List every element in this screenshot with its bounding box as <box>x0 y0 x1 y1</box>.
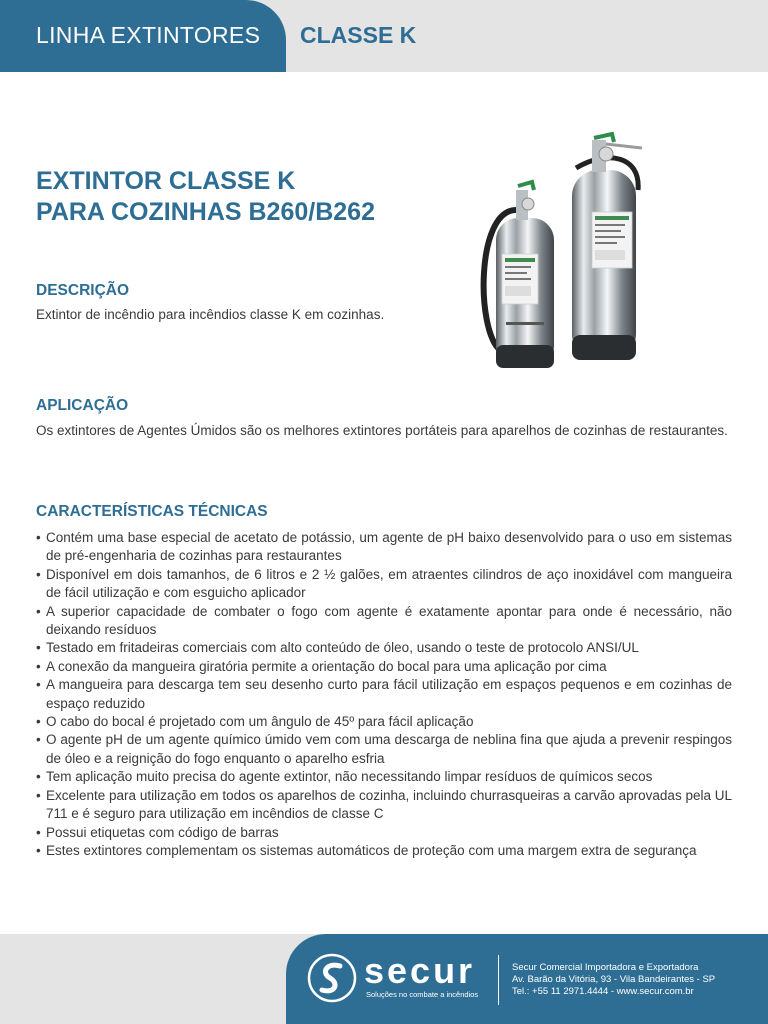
secur-logo-tagline: Soluções no combate a incêndios <box>366 990 479 999</box>
feature-item: • Testado em fritadeiras comerciais com alto conteúdo de óleo, usando o teste de protocolo ANSI/UL <box>36 639 732 657</box>
features-list <box>36 529 732 860</box>
feature-item: • A mangueira para descarga tem seu desenho curto para fácil utilização em espaços pequenos e em cozinhas de espaço reduzido <box>36 676 732 713</box>
footer-divider <box>498 955 499 1005</box>
feature-item: • A superior capacidade de combater o fogo com agente é exatamente apontar para onde é necessário, não deixando resíduos <box>36 603 732 640</box>
footer-company: Secur Comercial Importadora e Exportadora <box>512 962 699 973</box>
feature-item: • Possui etiquetas com código de barras <box>36 824 732 842</box>
aplicacao-heading: APLICAÇÃO <box>36 397 129 414</box>
feature-item: • Contém uma base especial de acetato de potássio, um agente de pH baixo desenvolvido para o uso em sistemas de pré-engenharia de cozinhas para restaurantes <box>36 529 732 566</box>
page-title-line1: EXTINTOR CLASSE K <box>36 167 296 195</box>
feature-item: • Disponível em dois tamanhos, de 6 litros e 2 ½ galões, em atraentes cilindros de aço inoxidável com mangueira de fácil utilização e com esguicho aplicador <box>36 566 732 603</box>
feature-item: • O agente pH de um agente químico úmido vem com uma descarga de neblina fina que ajuda a prevenir respingos de óleo e a reignição do fogo enquanto o aparelho esfria <box>36 731 732 768</box>
feature-item: • O cabo do bocal é projetado com um ângulo de 45º para fácil aplicação <box>36 713 732 731</box>
page-title-line2: PARA COZINHAS B260/B262 <box>36 198 375 226</box>
feature-item: • A conexão da mangueira giratória permite a orientação do bocal para uma aplicação por cima <box>36 658 732 676</box>
descricao-heading: DESCRIÇÃO <box>36 282 130 299</box>
descricao-text: Extintor de incêndio para incêndios classe K em cozinhas. <box>36 307 385 322</box>
footer-address: Av. Barão da Vitória, 93 - Vila Bandeirantes - SP <box>512 974 716 985</box>
fire-extinguisher-image <box>466 130 652 380</box>
secur-logo-wordmark: secur <box>364 950 476 991</box>
secur-logo-icon <box>306 952 358 1004</box>
aplicacao-text: Os extintores de Agentes Úmidos são os melhores extintores portáteis para aparelhos de cozinhas de restaurantes. <box>36 423 728 438</box>
feature-item: • Tem aplicação muito precisa do agente extintor, não necessitando limpar resíduos de químicos secos <box>36 768 732 786</box>
page-title <box>36 166 375 228</box>
header-product-line: LINHA EXTINTORES <box>36 22 261 48</box>
footer-contact-info <box>512 962 715 998</box>
feature-item: • Estes extintores complementam os sistemas automáticos de proteção com uma margem extra de segurança <box>36 842 732 860</box>
feature-item: • Excelente para utilização em todos os aparelhos de cozinha, incluindo churrasqueiras a carvão aprovadas pela UL 711 e é seguro para utilização em incêndios de classe C <box>36 787 732 824</box>
caracteristicas-heading: CARACTERÍSTICAS TÉCNICAS <box>36 503 268 520</box>
footer-contact: Tel.: +55 11 2971.4444 - www.secur.com.br <box>512 986 694 997</box>
header-class-label: CLASSE K <box>300 22 417 48</box>
